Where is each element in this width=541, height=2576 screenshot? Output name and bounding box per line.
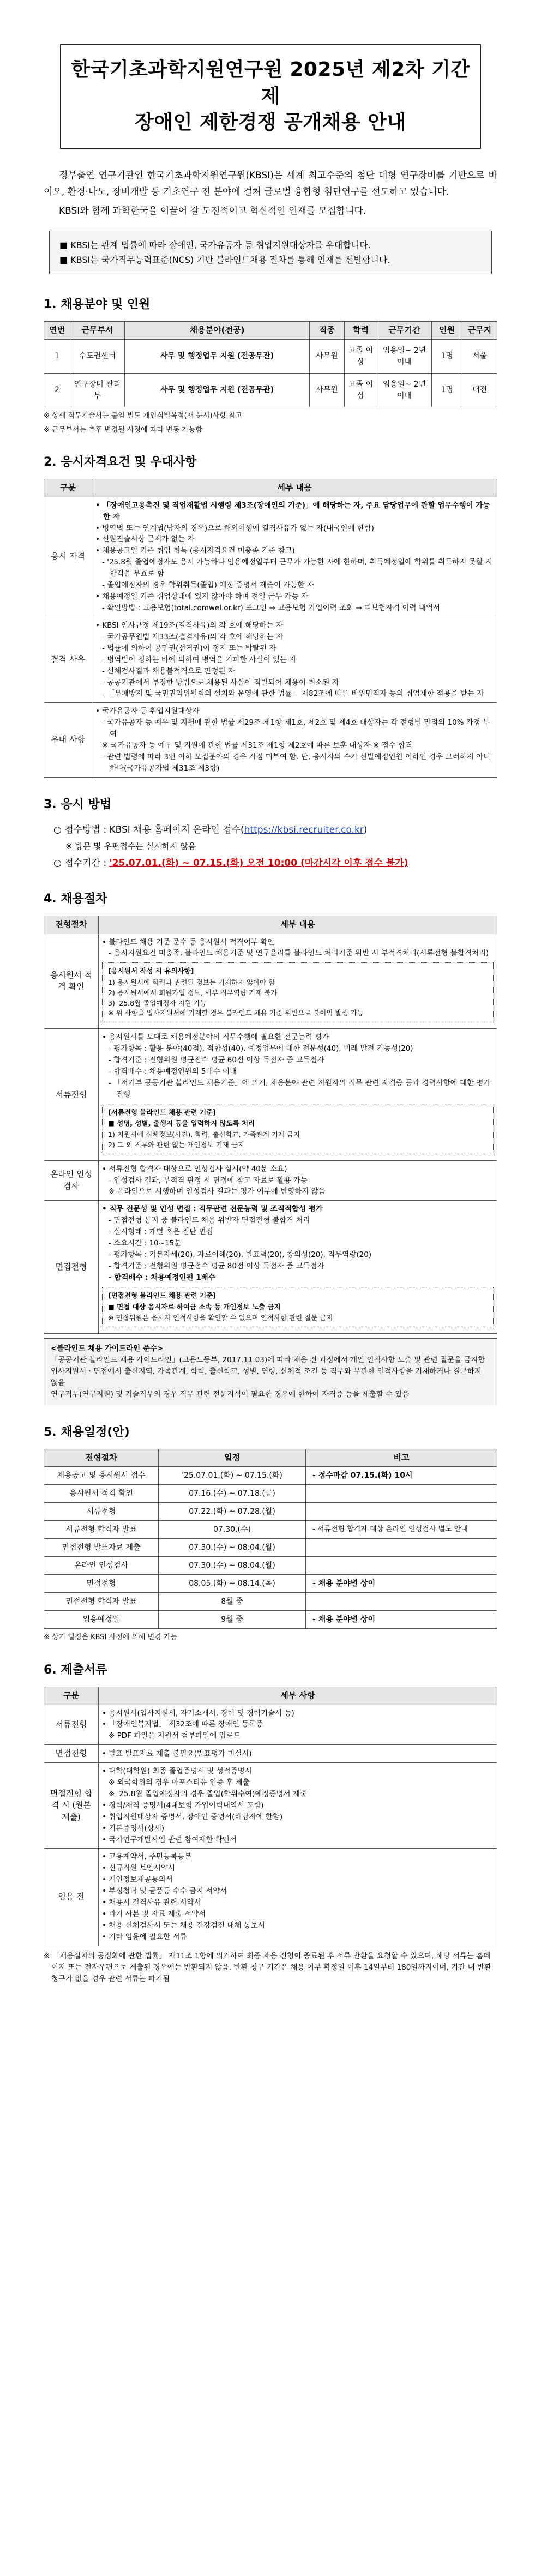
cell: - 채용 분야별 상이 <box>306 1611 497 1629</box>
cell: 서류전형 <box>44 1503 159 1521</box>
list-item: - 확인방법 : 고용보험(total.comwel.or.kr) 포그인 → 고용보험 가입이력 조회 → 피보험자격 이력 내역서 <box>102 603 440 612</box>
table-row <box>44 934 497 1029</box>
list-item: • 채용공고일 기준 취업 취득 (응시자격요건 미충족 기준 참고) <box>95 546 295 556</box>
list-item: - 소요시간 : 10~15분 <box>109 1239 182 1248</box>
col-header: 채용분야(전공) <box>125 322 310 340</box>
list-item: • 응시원서를 토대로 채용예정분야의 직무수행에 필요한 전문능력 평가 <box>102 1033 329 1042</box>
row-label: 서류전형 <box>44 1705 99 1745</box>
box-title: [서류전형 블라인드 채용 관련 기준] <box>108 1108 216 1116</box>
list-item: • 기타 임용에 필요한 서류 <box>102 1932 187 1941</box>
box-line: ※ 위 사항을 입사지원서에 기재할 경우 블라인드 채용 기준 위반으로 불이익 발생 가능 <box>108 1009 364 1018</box>
recruit-site-link[interactable]: https://kbsi.recruiter.co.kr <box>244 824 364 835</box>
list-item: - 신체검사결과 채용불적격으로 판정된 자 <box>102 666 235 676</box>
table-row <box>44 374 497 407</box>
documents-cell <box>99 1763 497 1849</box>
list-item: ※ 외국학위의 경우 아포스티유 인증 후 제출 <box>109 1778 250 1787</box>
cell: 채용공고 및 응시원서 접수 <box>44 1467 159 1485</box>
list-item: - 공공기관에서 부정한 방법으로 채용된 사실이 적발되어 채용이 취소된 자 <box>102 678 339 687</box>
list-item: • 직무 전문성 및 인성 면접 : 직무관련 전문능력 및 조직적합성 평가 <box>102 1205 323 1214</box>
intro <box>44 168 497 220</box>
list-item: - 실시형태 : 개별 혹은 집단 면접 <box>109 1227 213 1237</box>
col-header: 세부 내용 <box>99 916 497 934</box>
process-cell <box>99 1029 497 1161</box>
list-item: - 평가항목 : 활용 분야(40점), 적합성(40), 예정업무에 대한 전문성(40), 미래 발전 가능성(20) <box>109 1044 413 1054</box>
cell: - 채용 분야별 상이 <box>306 1575 497 1593</box>
cell: 고졸 이상 <box>345 374 377 407</box>
application-period: '25.07.01.(화) ~ 07.15.(화) 오전 10:00 (마감시각 이후 접수 불가) <box>109 857 408 869</box>
notice-line-2: ■ KBSI는 국가직무능력표준(NCS) 기반 블라인드채용 절차를 통해 인재를 선발합니다. <box>59 255 390 266</box>
application-line-1 <box>44 821 497 839</box>
cell <box>306 1503 497 1521</box>
box-line: 1) 지원서에 신체정보(사진), 학력, 출신학교, 가족관계 기재 금지 <box>108 1130 300 1139</box>
col-header: 전형절차 <box>44 1449 159 1467</box>
list-item: • 취업지원대상자 증명서, 장애인 증명서(해당자에 한함) <box>102 1812 283 1821</box>
list-item: • 신규직원 보안서약서 <box>102 1864 175 1873</box>
cell: 면접전형 <box>44 1575 159 1593</box>
application-caution-box <box>102 962 494 1022</box>
cell: 대전 <box>462 374 497 407</box>
col-header: 일정 <box>159 1449 306 1467</box>
list-item: - 관련 법령에 따라 3인 이하 모집분야의 경우 가점 미부여 함. 단, 응시자의 수가 선발예정인원 이하인 경우 그러하지 아니하다(국가유공자법 제31조 제3항) <box>102 753 491 773</box>
list-item: - '25.8월 졸업예정자도 응시 가능하나 임용예정일부터 근무가 가능한 자에 한하며, 취득예정일에 학위를 취득하지 못할 시 합격을 무효로 함 <box>102 558 492 579</box>
table-header-row <box>44 1449 497 1467</box>
guideline-line: 연구직무(연구지원) 및 기술직무의 경우 직무 관련 전문지식이 필요한 경우에 한하여 자격증 등을 제출할 수 있음 <box>51 1389 410 1399</box>
list-item: • 기본증명서(상세) <box>102 1823 165 1833</box>
table-row <box>44 1849 497 1946</box>
application-period-label: ○ 접수기간 : <box>53 857 110 869</box>
box-line: ■ 성명, 성별, 출생지 등을 입력하지 않도록 처리 <box>108 1119 255 1128</box>
list-item: • KBSI 인사규정 제19조(결격사유)의 각 호에 해당하는 자 <box>95 621 283 630</box>
box-title: [면접전형 블라인드 채용 관련 기준] <box>108 1291 216 1299</box>
table-header-row <box>44 322 497 340</box>
document-blind-box <box>102 1104 494 1154</box>
list-item: • 경력/재직 증명서(4대보험 가입이력내역서 포함) <box>102 1801 264 1810</box>
title-box <box>60 44 481 149</box>
table-row <box>44 1029 497 1161</box>
box-line: 1) 응시원서에 학력과 관련된 정보는 기재하지 않아야 함 <box>108 978 275 987</box>
col-header: 근무지 <box>462 322 497 340</box>
cell: 1명 <box>432 340 462 374</box>
cell: '25.07.01.(화) ~ 07.15.(화) <box>159 1467 306 1485</box>
blind-guideline-box <box>44 1338 497 1405</box>
cell: 2 <box>44 374 70 407</box>
table-row <box>44 1201 497 1334</box>
list-item: • 응시원서(입사지원서, 자기소개서, 경력 및 경력기술서 등) <box>102 1708 294 1718</box>
documents-cell <box>99 1849 497 1946</box>
box-line: ■ 면접 대상 응시자로 하여금 소속 등 개인정보 노출 금지 <box>108 1302 281 1311</box>
guideline-line: 「공공기관 블라인드 채용 가이드라인」(고용노동부, 2017.11.03)에 따라 채용 전 과정에서 개인 인적사항 노출 및 관련 질문을 금지함 <box>51 1356 485 1365</box>
list-item: - 합격배수 : 채용예정인원의 5배수 이내 <box>109 1067 237 1076</box>
col-header: 학력 <box>345 322 377 340</box>
box-line: ※ 면접위원은 응시자 인적사항을 확인할 수 없으며 인적사항 관련 질문 금지 <box>108 1314 333 1322</box>
box-line: 3) '25.8월 졸업예정자 지원 가능 <box>108 998 207 1007</box>
list-item: - 「부패방지 및 국민권익위원회의 설치와 운영에 관한 법률」 제82조에 따른 비위면직자 등의 취업제한 적용을 받는 자 <box>102 689 484 699</box>
disqualification-cell <box>92 617 497 702</box>
col-header: 근무부서 <box>70 322 125 340</box>
positions-note-2: ※ 근무부서는 추후 변경될 사정에 따라 변동 가능함 <box>44 425 202 434</box>
notice-line-1: ■ KBSI는 관계 법률에 따라 장애인, 국가유공자 등 취업지원대상자를 우대합니다. <box>59 240 371 251</box>
cell: 온라인 인성검사 <box>44 1557 159 1575</box>
table-header-row <box>44 1687 497 1705</box>
cell: 07.30.(수) <box>159 1521 306 1539</box>
intro-paragraph-2: KBSI와 함께 과학한국을 이끌어 갈 도전적이고 혁신적인 인재를 모집합니다. <box>59 206 366 217</box>
row-label: 면접전형 <box>44 1745 99 1763</box>
application-method-text: ○ 접수방법 : KBSI 채용 홈페이지 온라인 접수( <box>53 824 244 835</box>
cell: 1 <box>44 340 70 374</box>
cell: 응시원서 적격 확인 <box>44 1485 159 1503</box>
preference-cell <box>92 703 497 778</box>
schedule-table <box>44 1449 497 1629</box>
list-item: • 대학(대학원) 최종 졸업증명서 및 성적증명서 <box>102 1767 252 1776</box>
list-item: • 채용예정일 기준 취업상태에 있지 않아야 하며 전일 근무 가능 자 <box>95 592 308 601</box>
page-title-line1: 한국기초과학지원연구원 2025년 제2차 기간제 <box>71 58 470 107</box>
guideline-title: <블라인드 채용 가이드라인 준수> <box>51 1344 164 1353</box>
section-2-title: 2. 응시자격요건 및 우대사항 <box>44 455 197 470</box>
box-line: 2) 응시원서에서 회원가입 정보, 세부 직무역량 기재 불가 <box>108 988 278 997</box>
cell: 고졸 이상 <box>345 340 377 374</box>
section-4-title: 4. 채용절차 <box>44 892 107 906</box>
cell: 면접전형 합격자 발표 <box>44 1593 159 1611</box>
col-header: 연번 <box>44 322 70 340</box>
list-item: • 채용 신체검사서 또는 채용 건강검진 대체 통보서 <box>102 1921 265 1930</box>
cell <box>306 1539 497 1557</box>
list-item: • 발표 발표자료 제출 불필요(발표평가 미실시) <box>102 1749 252 1758</box>
col-header: 전형절차 <box>44 916 99 934</box>
list-item: - 병역법이 정하는 바에 의하여 병역을 기피한 사실이 있는 자 <box>102 655 297 664</box>
process-cell <box>99 1201 497 1334</box>
table-row <box>44 1557 497 1575</box>
table-row <box>44 340 497 374</box>
cell: 07.30.(수) ~ 08.04.(월) <box>159 1539 306 1557</box>
col-header: 비고 <box>306 1449 497 1467</box>
box-title: [응시원서 작성 시 유의사항] <box>108 967 194 976</box>
list-item: • 국가연구개발사업 관련 참여제한 확인서 <box>102 1835 237 1844</box>
table-row <box>44 1611 497 1629</box>
process-cell <box>99 934 497 1029</box>
table-row <box>44 1593 497 1611</box>
application-method-close: ) <box>363 824 368 835</box>
process-cell <box>99 1160 497 1201</box>
list-item: - 합격기준 : 전형위원 평균점수 평균 80점 이상 득점자 중 고득점자 <box>109 1262 324 1271</box>
cell: 서류전형 합격자 발표 <box>44 1521 159 1539</box>
col-header: 근무기간 <box>377 322 432 340</box>
documents-table <box>44 1687 497 1946</box>
row-label: 응시 자격 <box>44 497 92 617</box>
table-row <box>44 1763 497 1849</box>
list-item: ※ 국가유공자 등 예우 및 지원에 관한 법률 제31조 제1항 제2호에 따른 보훈 대상자 ※ 점수 합격 <box>102 741 413 750</box>
section-1-title: 1. 채용분야 및 인원 <box>44 298 151 312</box>
list-item: - 합격기준 : 전형위원 평균점수 평균 60점 이상 득점자 중 고득점자 <box>109 1055 324 1064</box>
table-row <box>44 1575 497 1593</box>
list-item: • 서류전형 합격자 대상으로 인성검사 실시(약 40분 소요) <box>102 1164 287 1173</box>
table-header-row <box>44 479 497 497</box>
cell: 임용예정일 <box>44 1611 159 1629</box>
list-item: ※ PDF 파일을 지원서 첨부파일에 업로드 <box>109 1731 241 1741</box>
list-item: - 국가공무원법 제33조(결격사유)의 각 호에 해당하는 자 <box>102 632 284 641</box>
cell: 서울 <box>462 340 497 374</box>
eligibility-table <box>44 479 497 778</box>
list-item: • 「장애인복지법」 제32조에 따른 장애인 등록증 <box>102 1720 263 1729</box>
list-item: • 과거 사본 및 자료 제출 서약서 <box>102 1910 206 1919</box>
schedule-note: ※ 상기 일정은 KBSI 사정에 의해 변경 가능 <box>44 1633 177 1642</box>
cell: 연구장비 관리부 <box>70 374 125 407</box>
col-header: 세부 내용 <box>92 479 497 497</box>
table-row <box>44 1745 497 1763</box>
cell: 9월 중 <box>159 1611 306 1629</box>
cell: 임용일~ 2년 이내 <box>377 340 432 374</box>
list-item: • 국가유공자 등 취업지원대상자 <box>95 707 200 716</box>
col-header: 직종 <box>310 322 345 340</box>
table-header-row <box>44 916 497 934</box>
list-item: • 병역법 또는 연계법(남자의 경우)으로 해외여행에 결격사유가 없는 자(내국인에 한함) <box>95 523 375 533</box>
row-label: 온라인 인성검사 <box>44 1160 99 1201</box>
table-row <box>44 1160 497 1201</box>
list-item: - 평가항목 : 기본자세(20), 자료이해(20), 발표력(20), 창의성(20), 직무역량(20) <box>109 1250 372 1260</box>
list-item: - 법률에 의하여 공민권(선거권)이 정지 또는 박탈된 자 <box>102 643 276 653</box>
cell: 사무 및 행정업무 지원 (전공무관) <box>125 374 310 407</box>
table-row <box>44 497 497 617</box>
list-item: ※ 온라인으로 시행하며 인성검사 결과는 평가 여부에 반영하지 않음 <box>109 1187 326 1196</box>
cell: 면접전형 발표자료 제출 <box>44 1539 159 1557</box>
table-row <box>44 1485 497 1503</box>
list-item: • 블라인드 채용 기준 준수 등 응시원서 적격여부 확인 <box>102 937 275 947</box>
list-item: - 면접전형 통지 중 블라인드 채용 위반자 면접전형 불합격 처리 <box>109 1216 310 1225</box>
page-title-line2: 장애인 제한경쟁 공개채용 안내 <box>135 111 406 134</box>
cell: 08.05.(화) ~ 08.14.(목) <box>159 1575 306 1593</box>
table-row <box>44 703 497 778</box>
intro-paragraph-1: 정부출연 연구기관인 한국기초과학지원연구원(KBSI)은 세계 최고수준의 첨단 대형 연구장비를 기반으로 바이오, 환경·나노, 장비개발 등 기초연구 전 분야에 걸쳐 글로벌 융합형 첨단연구를 선도하고 있습니다. <box>44 170 497 197</box>
process-table <box>44 916 497 1334</box>
list-item: • 신원진술서상 문제가 없는 자 <box>95 535 195 544</box>
list-item: • 채용시 결격사유 관련 서약서 <box>102 1898 201 1907</box>
cell: 8월 중 <box>159 1593 306 1611</box>
col-header: 세부 사항 <box>99 1687 497 1705</box>
documents-cell <box>99 1745 497 1763</box>
cell: 07.30.(수) ~ 08.04.(월) <box>159 1557 306 1575</box>
list-item: ※ '25.8월 졸업예정자의 경우 졸업(학위수여)예정증명서 제출 <box>109 1789 307 1798</box>
table-row <box>44 1521 497 1539</box>
application-line-2: ※ 방문 및 우편접수는 실시하지 않음 <box>65 841 196 852</box>
application-line-3 <box>44 854 497 872</box>
col-header: 구분 <box>44 1687 99 1705</box>
cell: 임용일~ 2년 이내 <box>377 374 432 407</box>
section-3-title: 3. 응시 방법 <box>44 797 111 811</box>
section-5-title: 5. 채용일정(안) <box>44 1425 130 1439</box>
table-row <box>44 1467 497 1485</box>
list-item: • 고용계약서, 주민등록등본 <box>102 1852 192 1862</box>
documents-cell <box>99 1705 497 1745</box>
application-method <box>44 821 497 872</box>
box-line: 2) 그 외 직무와 관련 없는 개인정보 기재 금지 <box>108 1140 244 1149</box>
list-item: - 인성검사 결과, 부적격 판정 시 면접에 참고 자료로 활용 가능 <box>109 1176 308 1185</box>
list-item: - 졸업예정자의 경우 학위취득(졸업) 예정 증명서 제출이 가능한 자 <box>102 581 314 590</box>
cell <box>306 1485 497 1503</box>
col-header: 구분 <box>44 479 92 497</box>
cell: 1명 <box>432 374 462 407</box>
list-item: • 「장애인고용촉진 및 직업재활법 시행령 제3조(장애인의 기준)」에 해당하는 자, 주요 담당업무에 관할 업무수행이 가능한 자 <box>95 501 490 521</box>
table-row <box>44 1503 497 1521</box>
cell: 사무원 <box>310 340 345 374</box>
cell: 사무원 <box>310 374 345 407</box>
list-item: - 국가유공자 등 예우 및 지원에 관한 법률 제29조 제1항 제1호, 제2호 및 제4호 대상자는 각 전형별 만점의 10% 가점 부여 <box>102 718 490 739</box>
return-policy-note: ※ 「채용절차의 공정화에 관한 법률」 제11조 1항에 의거하여 최종 채용 전형이 종료된 후 서류 반환을 요청할 수 있으며, 해당 서류는 홈페이지 또는 전자우편으로 제출된 경우에는 반환되지 않음. 반환 청구 기간은 채용 여부 확정일 이후 14일부터 180일까지이며, 기간 내 반환 청구가 없을 경우 관련 서류는 파기됨 <box>44 1951 491 1983</box>
list-item: - 「저기부 공공기관 블라인드 채용기준」에 의거, 채용분야 관련 지원자의 직무 관련 자격증 등과 경력사항에 대한 평가 진행 <box>109 1078 491 1099</box>
list-item: • 부정청탁 및 금품등 수수 금지 서약서 <box>102 1887 227 1896</box>
row-label: 결격 사유 <box>44 617 92 702</box>
cell: 사무 및 행정업무 지원 (전공무관) <box>125 340 310 374</box>
cell: 07.16.(수) ~ 07.18.(금) <box>159 1485 306 1503</box>
list-item: • 개인정보제공동의서 <box>102 1875 173 1885</box>
row-label: 우대 사항 <box>44 703 92 778</box>
col-header: 인원 <box>432 322 462 340</box>
row-label: 임용 전 <box>44 1849 99 1946</box>
table-row <box>44 1539 497 1557</box>
list-item: - 합격배수 : 채용예정인원 1배수 <box>109 1273 215 1282</box>
row-label: 면접전형 합격 시 (원본제출) <box>44 1763 99 1849</box>
interview-blind-box <box>102 1287 494 1327</box>
table-row <box>44 1705 497 1745</box>
row-label: 서류전형 <box>44 1029 99 1161</box>
guideline-line: 입사지원서 · 면접에서 출신지역, 가족관계, 학력, 출신학교, 성별, 연령, 신체적 조건 등 직무와 무관한 인적사항을 기재하거나 질문하지 않음 <box>51 1367 482 1387</box>
section-6-title: 6. 제출서류 <box>44 1663 107 1677</box>
cell <box>306 1557 497 1575</box>
cell: - 접수마감 07.15.(화) 10시 <box>306 1467 497 1485</box>
list-item: - 응시지원요건 미충족, 블라인드 채용기준 및 연구윤리를 블라인드 처리기준 위반 시 부적격처리(서류전형 불합격처리) <box>109 949 489 958</box>
cell: 수도권센터 <box>70 340 125 374</box>
row-label: 응시원서 적격 확인 <box>44 934 99 1029</box>
eligibility-cell <box>92 497 497 617</box>
notice-box <box>49 231 492 274</box>
cell: - 서류전형 합격자 대상 온라인 인성검사 별도 안내 <box>306 1521 497 1539</box>
row-label: 면접전형 <box>44 1201 99 1334</box>
table-row <box>44 617 497 702</box>
positions-table <box>44 321 497 407</box>
positions-note-1: ※ 상세 직무기술서는 붙임 별도 개인식별목적(재 문서)사항 참고 <box>44 412 242 420</box>
cell <box>306 1593 497 1611</box>
cell: 07.22.(화) ~ 07.28.(월) <box>159 1503 306 1521</box>
